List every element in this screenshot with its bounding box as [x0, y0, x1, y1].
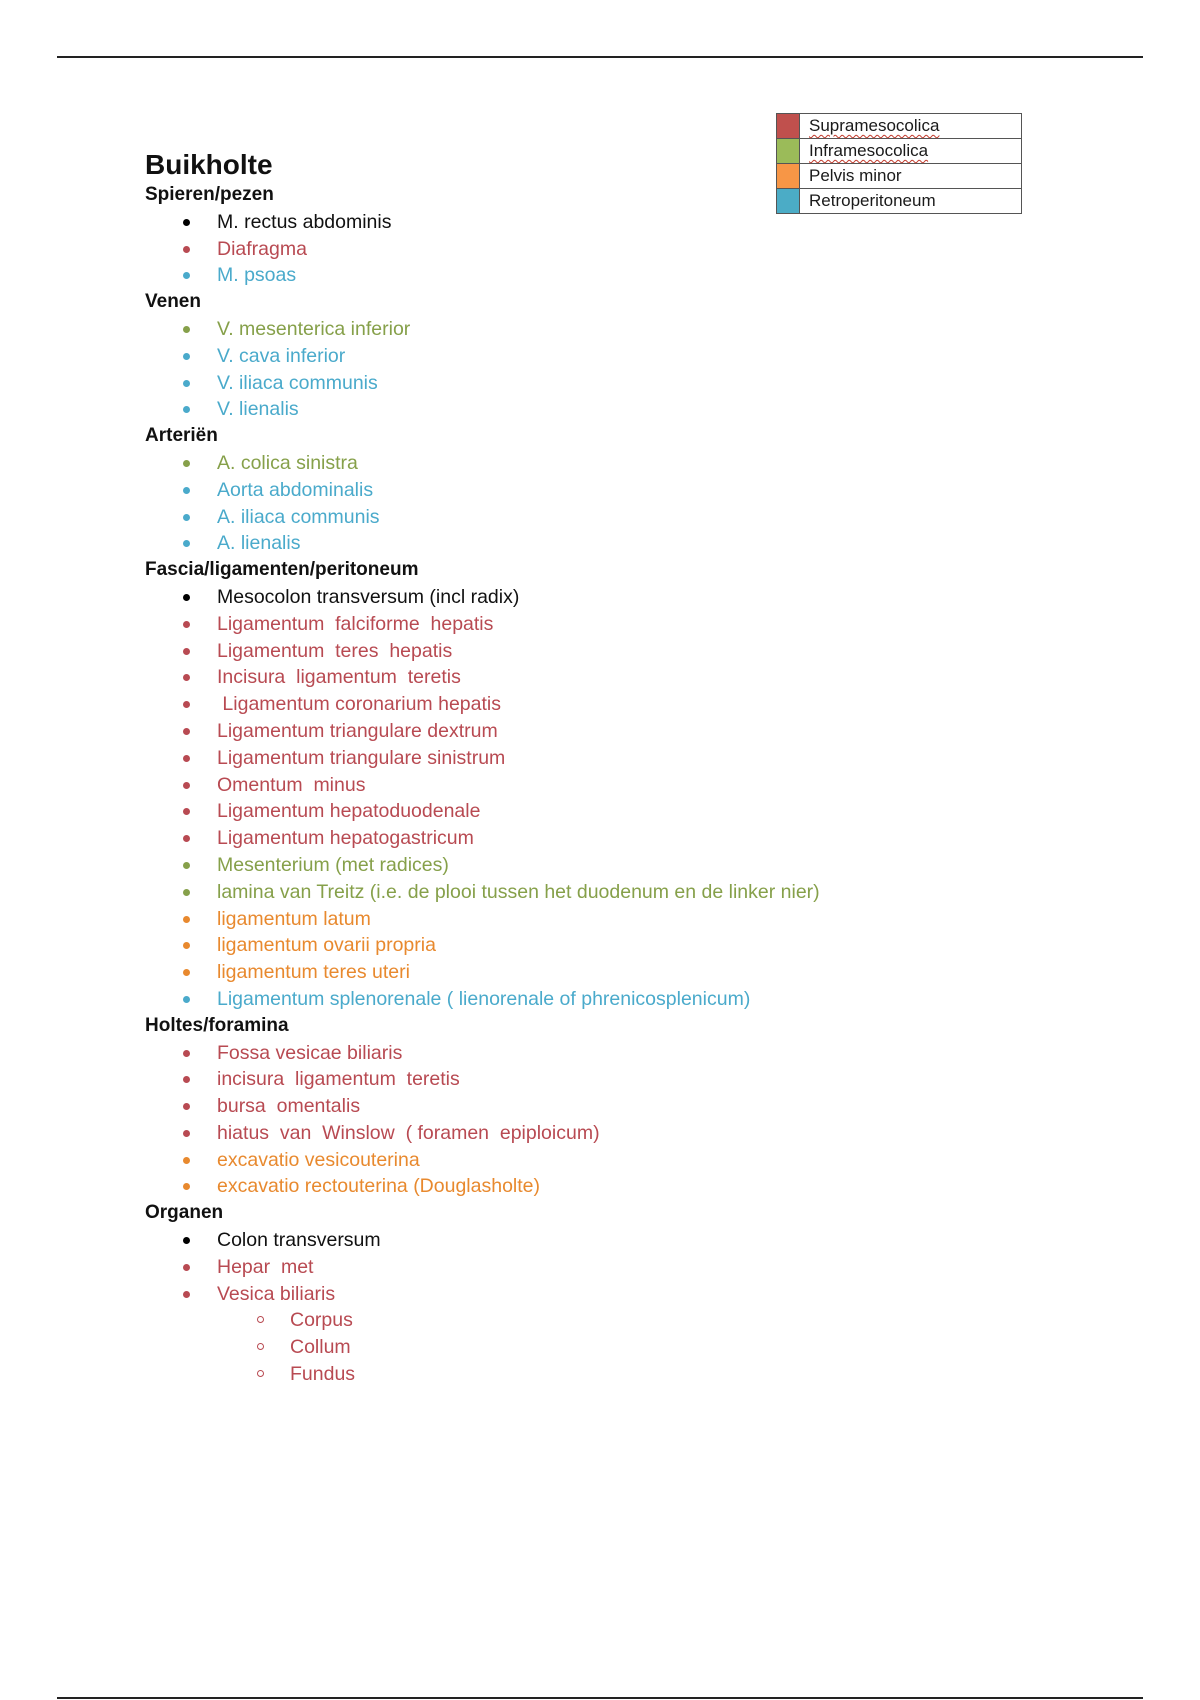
bullet-icon: [183, 1130, 190, 1137]
list-item-text: Omentum minus: [217, 773, 366, 796]
list-item: [145, 932, 1145, 959]
list-item: [145, 664, 1145, 691]
list-item: [145, 370, 1145, 397]
bullet-icon: [183, 942, 190, 949]
list-item: [145, 343, 1145, 370]
legend-label-text: Inframesocolica: [809, 141, 929, 160]
circle-bullet-icon: [257, 1370, 264, 1377]
list-item: [145, 396, 1145, 423]
list-item: [145, 1120, 1145, 1147]
list-item: [145, 1093, 1145, 1120]
list-item-text: lamina van Treitz (i.e. de plooi tussen het duodenum en de linker nier): [217, 880, 820, 903]
bullet-icon: [183, 1264, 190, 1271]
bullet-icon: [183, 406, 190, 413]
header-rule: [57, 56, 1143, 58]
list-item: [145, 825, 1145, 852]
bullet-icon: [183, 889, 190, 896]
bullet-list: [145, 450, 1145, 557]
list-item: [145, 691, 1145, 718]
section-heading: Arteriën: [145, 425, 218, 447]
list-item-text: Ligamentum hepatoduodenale: [217, 800, 481, 823]
list-item-text: Mesocolon transversum (incl radix): [217, 585, 520, 608]
list-item: [145, 798, 1145, 825]
circle-bullet-icon: [257, 1316, 264, 1323]
list-item: [145, 852, 1145, 879]
section-heading: Spieren/pezen: [145, 184, 274, 205]
list-item-text: Aorta abdominalis: [217, 478, 374, 501]
list-item-text: Ligamentum teres hepatis: [217, 639, 453, 662]
bullet-icon: [183, 969, 190, 976]
bullet-icon: [183, 1183, 190, 1190]
bullet-icon: [183, 1237, 190, 1244]
list-item: [145, 209, 1145, 236]
list-item: [145, 262, 1145, 289]
bullet-icon: [183, 996, 190, 1003]
list-item: [145, 1040, 1145, 1067]
legend-row: [777, 114, 1022, 139]
list-item-text: bursa omentalis: [217, 1095, 361, 1118]
bullet-icon: [183, 728, 190, 735]
bullet-icon: [183, 1157, 190, 1164]
list-item-text: M. psoas: [217, 264, 297, 287]
document-body: [145, 148, 1145, 1388]
list-item-text: V. iliaca communis: [217, 371, 378, 394]
bullet-icon: [183, 621, 190, 628]
bullet-icon: [183, 219, 190, 226]
bullet-list: [145, 209, 1145, 289]
sections-container: [145, 182, 1145, 1388]
bullet-icon: [183, 1291, 190, 1298]
bullet-icon: [183, 380, 190, 387]
list-item: [145, 986, 1145, 1013]
legend-label-text: Supramesocolica: [809, 116, 940, 135]
list-item-text: ligamentum ovarii propria: [217, 934, 436, 957]
bullet-icon: [183, 755, 190, 762]
circle-bullet-icon: [257, 1343, 264, 1350]
page-title: Buikholte: [145, 149, 273, 180]
list-item: [145, 584, 1145, 611]
list-item-text: Vesica biliaris: [217, 1282, 336, 1305]
bullet-icon: [183, 648, 190, 655]
list-item: [145, 1254, 1145, 1281]
legend-swatch: [777, 114, 800, 139]
list-item-text: Diafragma: [217, 237, 307, 260]
list-item-text: Hepar met: [217, 1255, 314, 1278]
list-item: [145, 530, 1145, 557]
list-item-text: Colon transversum: [217, 1229, 381, 1252]
list-item-text: Ligamentum splenorenale ( lienorenale of phrenicosplenicum): [217, 987, 751, 1010]
list-item-text: V. mesenterica inferior: [217, 317, 411, 340]
list-item: [145, 1281, 1145, 1308]
bullet-icon: [183, 460, 190, 467]
list-item: [145, 611, 1145, 638]
bullet-icon: [183, 487, 190, 494]
list-item: [145, 1361, 1145, 1388]
list-item: [145, 1334, 1145, 1361]
list-item-text: Ligamentum triangulare sinistrum: [217, 746, 506, 769]
bullet-icon: [183, 782, 190, 789]
list-item-text: Ligamentum falciforme hepatis: [217, 612, 494, 635]
bullet-icon: [183, 1103, 190, 1110]
list-item-text: excavatio vesicouterina: [217, 1148, 420, 1171]
bullet-icon: [183, 808, 190, 815]
list-item-text: V. cava inferior: [217, 344, 346, 367]
bullet-icon: [183, 835, 190, 842]
list-item-text: Fundus: [290, 1363, 356, 1386]
list-item: [145, 772, 1145, 799]
legend-label: [800, 114, 1022, 139]
bullet-list: [145, 584, 1145, 1013]
bullet-icon: [183, 272, 190, 279]
list-item: [145, 906, 1145, 933]
list-item-text: Ligamentum coronarium hepatis: [217, 693, 501, 716]
bullet-icon: [183, 353, 190, 360]
legend-label-text: Retroperitoneum: [809, 191, 936, 210]
list-item-text: Ligamentum triangulare dextrum: [217, 719, 498, 742]
legend-label-text: Pelvis minor: [809, 166, 902, 185]
list-item-text: ligamentum teres uteri: [217, 961, 410, 984]
list-item-text: Mesenterium (met radices): [217, 853, 449, 876]
list-item-text: hiatus van Winslow ( foramen epiploicum): [217, 1121, 600, 1144]
list-item: [145, 718, 1145, 745]
list-item-text: incisura ligamentum teretis: [217, 1068, 460, 1091]
list-item: [145, 1227, 1145, 1254]
section-heading: Organen: [145, 1202, 224, 1224]
list-item: [145, 1307, 1145, 1334]
list-item-text: Ligamentum hepatogastricum: [217, 827, 474, 850]
bullet-icon: [183, 674, 190, 681]
footer-rule: [57, 1697, 1143, 1699]
list-item-text: Incisura ligamentum teretis: [217, 666, 461, 689]
list-item: [145, 477, 1145, 504]
list-item-text: excavatio rectouterina (Douglasholte): [217, 1175, 541, 1198]
list-item: [145, 1066, 1145, 1093]
bullet-icon: [183, 246, 190, 253]
list-item-text: A. iliaca communis: [217, 505, 380, 528]
list-item: [145, 879, 1145, 906]
list-item: [145, 1147, 1145, 1174]
bullet-list: [145, 1227, 1145, 1388]
section-heading: Holtes/foramina: [145, 1014, 289, 1036]
bullet-icon: [183, 916, 190, 923]
section-heading: Fascia/ligamenten/peritoneum: [145, 559, 419, 581]
bullet-icon: [183, 594, 190, 601]
list-item-text: A. lienalis: [217, 532, 301, 555]
list-item: [145, 236, 1145, 263]
list-item-text: Collum: [290, 1336, 351, 1359]
list-item: [145, 450, 1145, 477]
bullet-icon: [183, 540, 190, 547]
list-item-text: ligamentum latum: [217, 907, 371, 930]
list-item-text: Corpus: [290, 1309, 353, 1332]
list-item: [145, 745, 1145, 772]
list-item-text: M. rectus abdominis: [217, 210, 392, 233]
bullet-icon: [183, 1076, 190, 1083]
list-item-text: Fossa vesicae biliaris: [217, 1041, 403, 1064]
list-item: [145, 316, 1145, 343]
list-item-text: V. lienalis: [217, 398, 299, 421]
bullet-icon: [183, 514, 190, 521]
bullet-icon: [183, 862, 190, 869]
bullet-icon: [183, 326, 190, 333]
list-item: [145, 959, 1145, 986]
bullet-icon: [183, 701, 190, 708]
bullet-list: [145, 316, 1145, 423]
bullet-icon: [183, 1050, 190, 1057]
list-item: [145, 1173, 1145, 1200]
bullet-list: [145, 1040, 1145, 1201]
list-item: [145, 638, 1145, 665]
section-heading: Venen: [145, 291, 201, 313]
list-item-text: A. colica sinistra: [217, 451, 358, 474]
list-item: [145, 504, 1145, 531]
